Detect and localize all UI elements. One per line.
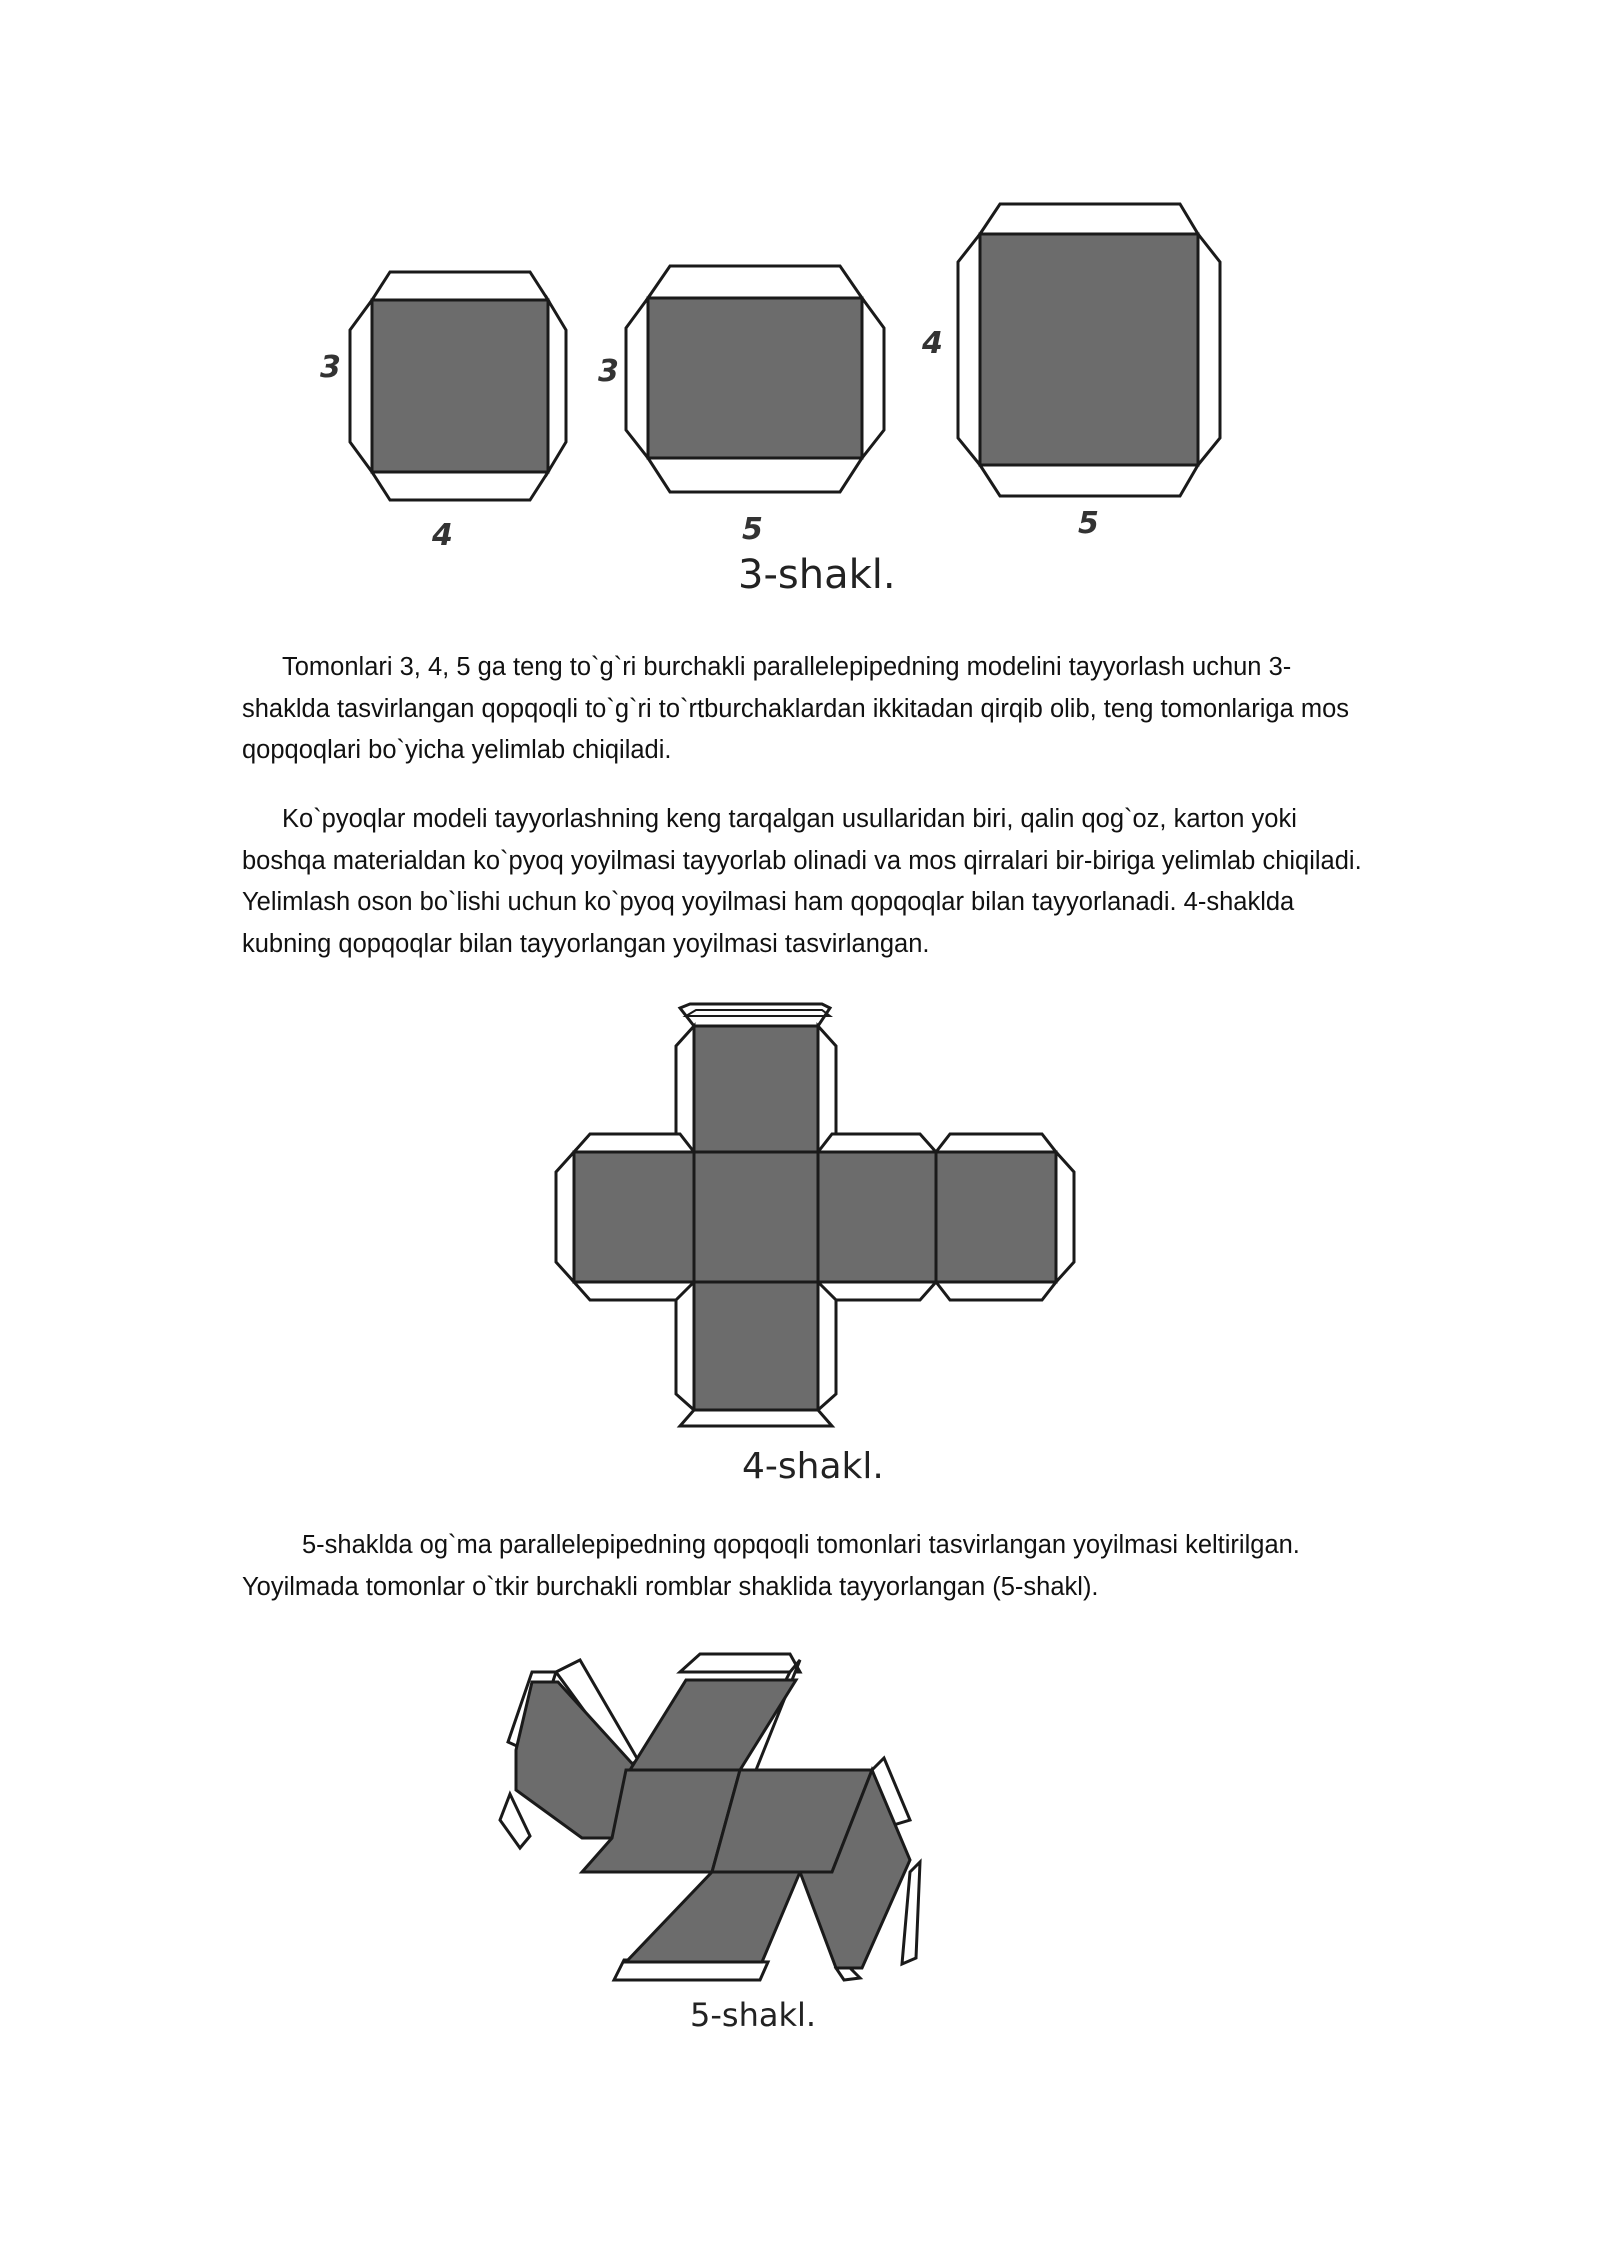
net-1-side-label: 3: [320, 350, 341, 385]
net-2-side-label: 3: [598, 354, 619, 389]
figure-5-caption: 5-shakl.: [690, 1996, 817, 2034]
figure-4-caption: 4-shakl.: [742, 1446, 884, 1487]
net-3-side-label: 4: [922, 326, 943, 361]
paragraph-1: Tomonlari 3, 4, 5 ga teng to`g`ri burchakli parallelepipedning modelini tayyorlash uchun 3-shaklda tasvirlangan qopqoqli to`g`ri to`rtburchaklardan ikkitadan qirqib olib, teng tomonlariga mos qopqoqlari bo`yicha yelimlab chiqiladi.: [242, 653, 1350, 764]
net-3-bottom-label: 5: [1078, 506, 1099, 541]
figure-3-caption: 3-shakl.: [738, 552, 896, 598]
net-2-bottom-label: 5: [742, 512, 763, 547]
paragraph-2: Ko`pyoqlar modeli tayyorlashning keng tarqalgan usullaridan biri, qalin qog`oz, karton yoki boshqa materialdan ko`pyoq yoyilmasi tayyorlab olinadi va mos qirralari bir-biriga yelimlab chiqiladi. Yelimlash oson bo`lishi uchun ko`pyoq yoyilmasi ham qopqoqlar bilan tayyorlanadi. 4-shaklda kubning qopqoqlar bilan tayyorlangan yoyilmasi tasvirlangan.: [242, 805, 1362, 958]
paragraph-3: 5-shaklda og`ma parallelepipedning qopqoqli tomonlari tasvirlangan yoyilmasi keltirilgan. Yoyilmada tomonlar o`tkir burchakli romblar shaklida tayyorlangan (5-shakl).: [242, 1531, 1300, 1601]
net-1-bottom-label: 4: [432, 518, 453, 553]
